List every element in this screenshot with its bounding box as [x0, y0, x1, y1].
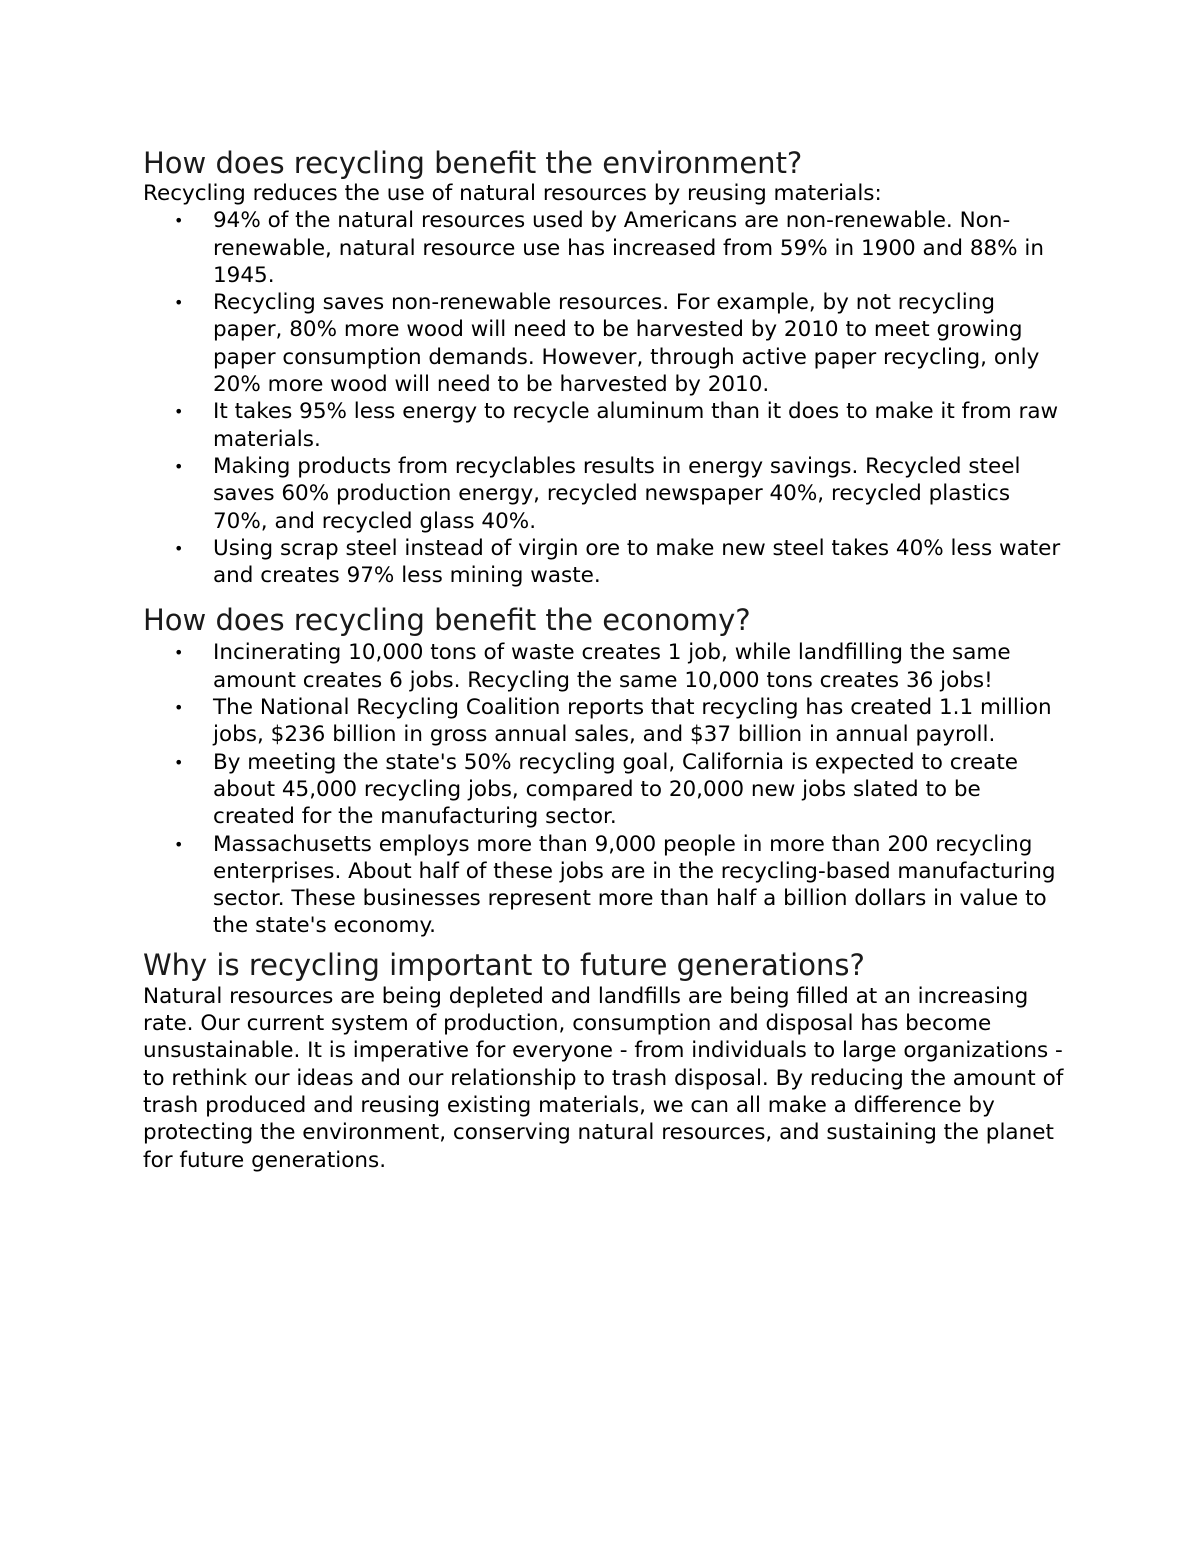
- document-page: [143, 146, 1068, 1174]
- list-item: • Using scrap steel instead of virgin ore to make new steel takes 40% less water and creates 97% less mining waste.: [174, 535, 1061, 589]
- economy-bullet-list: [143, 639, 1068, 939]
- intro-paragraph: Recycling reduces the use of natural resources by reusing materials:: [143, 181, 882, 206]
- bullet-icon: •: [174, 456, 184, 476]
- list-item: • 94% of the natural resources used by Americans are non-renewable. Non-renewable, natural resource use has increased from 59% in 1900 and 88% in 1945.: [174, 208, 1045, 288]
- bullet-icon: •: [174, 643, 184, 663]
- bullet-icon: •: [174, 538, 184, 558]
- environment-bullet-list: [143, 207, 1068, 589]
- list-item: • Making products from recyclables results in energy savings. Recycled steel saves 60% production energy, recycled newspaper 40%, recycled plastics 70%, and recycled glass 40%.: [174, 453, 1021, 534]
- section-economy: [143, 603, 1068, 939]
- list-item: • By meeting the state's 50% recycling goal, California is expected to create about 45,000 recycling jobs, compared to 20,000 new jobs slated to be created for the manufacturing sector.: [174, 749, 1019, 830]
- bullet-icon: •: [174, 211, 184, 231]
- section-environment: [143, 146, 1068, 589]
- bullet-icon: •: [174, 293, 184, 313]
- list-item: • It takes 95% less energy to recycle aluminum than it does to make it from raw materials.: [174, 399, 1059, 452]
- future-generations-paragraph: Natural resources are being depleted and landfills are being filled at an increasing rate. Our current system of production, consumption and disposal has become unsustainable. It is imperative for everyone - from individuals to large organizations - to rethink our ideas and our relationship to trash disposal. By reducing the amount of trash produced and reusing existing materials, we can all make a difference by protecting the environment, conserving natural resources, and sustaining the planet for future generations.: [143, 983, 1064, 1173]
- list-item: • Massachusetts employs more than 9,000 people in more than 200 recycling enterprises. About half of these jobs are in the recycling-based manufacturing sector. These businesses represent more than half a billion dollars in value to the state's economy.: [174, 831, 1056, 939]
- list-item: • Recycling saves non-renewable resources. For example, by not recycling paper, 80% more wood will need to be harvested by 2010 to meet growing paper consumption demands. However, through active paper recycling, only 20% more wood will need to be harvested by 2010.: [174, 290, 1040, 398]
- list-item: • The National Recycling Coalition reports that recycling has created 1.1 million jobs, $236 billion in gross annual sales, and $37 billion in annual payroll.: [174, 695, 1052, 748]
- bullet-icon: •: [174, 834, 184, 854]
- list-item: • Incinerating 10,000 tons of waste creates 1 job, while landfilling the same amount creates 6 jobs. Recycling the same 10,000 tons creates 36 jobs!: [174, 640, 1011, 693]
- bullet-icon: •: [174, 402, 184, 422]
- bullet-icon: •: [174, 698, 184, 718]
- bullet-icon: •: [174, 752, 184, 772]
- heading-environment: How does recycling benefit the environment?: [143, 146, 803, 180]
- section-future-generations: [143, 948, 1068, 1174]
- heading-future-generations: Why is recycling important to future generations?: [143, 947, 865, 982]
- heading-economy: How does recycling benefit the economy?: [143, 603, 751, 638]
